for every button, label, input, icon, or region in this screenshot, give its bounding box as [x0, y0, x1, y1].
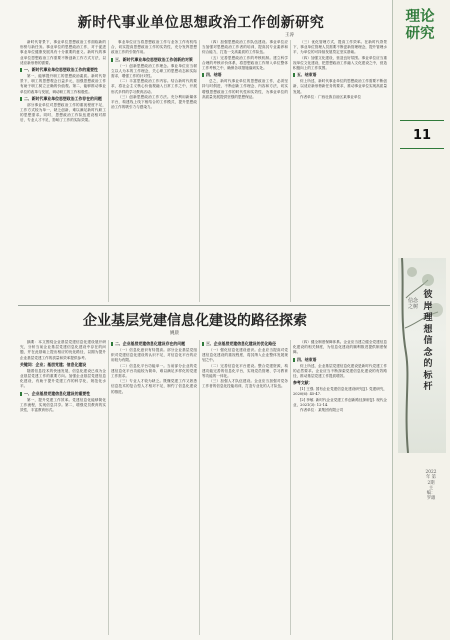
column-divider [199, 40, 200, 302]
sidebar-rule [400, 148, 444, 149]
page-number: 11 [412, 128, 432, 143]
sidebar-rule [400, 120, 444, 121]
column-divider [199, 340, 200, 635]
paragraph: 部分事业单位对思想政治工作的重视程度不足，工作方式较为单一，缺乏创新，难以满足新时代职工的思想需求。同时，思想政治工作队伍建设相对滞后，专业人才不足，影响了工作的实际效果。 [20, 102, 106, 123]
section-heading: 三、新时代事业单位思想政治工作创新的对策 [111, 57, 197, 63]
article1-title: 新时代事业单位思想政治工作创新研究 [77, 15, 325, 31]
paragraph: （二）完善信息化平台建设。整合党建资源，构建功能完善的信息化平台，实现党员管理、学习教育等功能的一体化。 [202, 363, 288, 379]
paragraph: 新时代背景下，事业单位思想政治工作面临新的形势与新任务。事业单位的思想政治工作，对于促进事业单位健康发展具有十分重要的意义。新时代的事业单位思想政治工作需要不断创新工作方式方法，以适应新形势的需要。 [20, 40, 106, 65]
paragraph: （四）加强思想政治工作队伍建设。事业单位应当加强对思想政治工作者的培训，提高其专业素养和综合能力，打造一支高素质的工作队伍。 [202, 40, 288, 55]
sidebar-motto: 彼岸理想信念的标杆 [423, 290, 433, 392]
paragraph: （二）信息化平台功能单一。当前部分企业的党建信息化平台功能较为简单，难以满足多样化的党建工作需求。 [111, 363, 197, 379]
column-divider [290, 340, 291, 635]
foliage [407, 267, 417, 277]
section-heading: 一、企业基层党建信息化建设的重要性 [20, 391, 106, 397]
paragraph: 事业单位应当将思想政治工作与业务工作有机结合，切实提高思想政治工作的实效性，充分发挥思想政治工作的引领作用。 [111, 40, 197, 55]
keywords: 关键词：企业；基层党建；信息化建设 [20, 361, 87, 367]
references-heading: 参考文献： [293, 380, 313, 386]
sidebar-divider [392, 0, 393, 640]
paragraph: （三）专业人才较为缺乏。既懂党建工作又熟悉信息技术的复合型人才相对不足，制约了信息化建设的推进。 [111, 379, 197, 394]
paragraph: （三）加强人才队伍建设。企业应当加强对党务工作者的信息化技能培训，打造专业化的人才队伍。 [202, 379, 288, 389]
author-affiliation: 作者单位：广西壮族自治区某事业单位 [300, 94, 362, 99]
paragraph: 总之，新时代事业单位的思想政治工作，必须坚持与时俱进，不断创新工作理念、内容和方法，切实增强思想政治工作的时代性和实效性，为事业单位的高质量发展提供坚强的思想保证。 [202, 79, 288, 99]
abstract: 摘要：本文围绕企业基层党建信息化建设展开研究，分析当前企业基层党建信息化建设中存在的问题，并在此基础上提出相应的优化路径，以期为提升企业基层党建工作的质量和效率提供参考。 [20, 340, 106, 360]
reference-item: [2] 李敏. 新时代企业党建工作创新路径探析[J]. 现代企业，2021(3): 12-14. [293, 397, 387, 407]
reference-item: [1] 王强. 国有企业党建信息化建设研究[J]. 党建研究，2020(6): 45-47. [293, 387, 387, 397]
paragraph: （三）优化管理方式，提高工作效率。在新时代背景下，事业单位管理人员需要不断更新管理理念，提升管理水平，为单位的可持续发展奠定坚实基础。 [293, 40, 387, 55]
tree-trunk [402, 258, 408, 453]
section-heading: 四、结束语 [293, 357, 387, 363]
section-heading: 二、企业基层党建信息化建设存在的问题 [111, 341, 197, 347]
paragraph: 综上所述，企业基层党建信息化建设是新时代党建工作的必然要求。企业应当不断探索党建信息化建设的有效路径，推动基层党建工作提质增效。 [293, 363, 387, 379]
article2-column-3 [202, 340, 288, 635]
foliage [422, 274, 434, 286]
paragraph: （四）加强文化建设，营造良好氛围。事业单位应当重视单位文化建设，把思想政治工作融入文化建设之中，营造积极向上的工作氛围。 [293, 55, 387, 71]
paragraph: （五）完善思想政治工作的考核机制。建立科学合理的考核评价体系，将思想政治工作纳入单位整体工作考核之中，确保各项措施落到实处。 [202, 55, 288, 71]
paragraph: （一）创新思想政治工作理念。事业单位应当树立以人为本的工作理念，关心职工的思想动态和实际需求，增强工作的针对性。 [111, 63, 197, 79]
paragraph: （四）健全制度保障体系。企业应当建立健全党建信息化建设的相关制度，为信息化建设的顺利推进提供制度保障。 [293, 340, 387, 355]
section-heading: 二、新时代事业单位思想政治工作存在的问题 [20, 96, 106, 102]
section-label: 理论研究 [405, 8, 435, 42]
article1-column-4 [293, 40, 387, 302]
article2-title: 企业基层党建信息化建设的路径探索 [83, 313, 307, 329]
column-divider [290, 40, 291, 302]
issue-info: 2022年 第2期 主编：罗雄 [425, 470, 437, 502]
paragraph: （一）强化信息化建设意识。企业应当提高对党建信息化建设的重视程度，将其纳入企业整体发展规划之中。 [202, 348, 288, 363]
article1-author: 王涛 [285, 33, 294, 38]
article2-author: 姚晨 [170, 331, 179, 336]
section-heading: 五、结束语 [293, 72, 387, 78]
column-divider [108, 340, 109, 635]
article-divider [18, 305, 390, 306]
article2-column-2 [111, 340, 197, 635]
paragraph: （二）丰富思想政治工作内容。结合新时代的要求，将社会主义核心价值观融入日常工作之中，开展形式多样的学习教育活动。 [111, 79, 197, 94]
article2-column-1 [20, 340, 106, 635]
paragraph: 随着信息技术的快速发展，信息化建设已成为企业基层党建工作的重要方向。加强企业基层党建信息化建设，有助于提升党建工作的科学化、规范化水平。 [20, 368, 106, 389]
article2-column-4 [293, 340, 387, 635]
paragraph: 综上所述，新时代事业单位的思想政治工作需要不断创新，以适应新形势新任务的要求，推动事业单位实现高质量发展。 [293, 79, 387, 94]
article1-column-1 [20, 40, 106, 302]
paragraph: 第一，能够提升职工的思想政治素质。新时代背景下，职工的思想观念日益多元，加强思想政治工作有助于职工树立正确的价值观。第二，能够推动事业单位的改革与发展，调动职工的工作积极性。 [20, 74, 106, 94]
sidebar-motto-sub: 信念之树 [408, 298, 419, 311]
paragraph: 第一，提升党建工作效率。党建信息化能够简化工作流程，实现信息共享。第二，增强党员教育的实效性，丰富教育形式。 [20, 397, 106, 413]
article1-column-2 [111, 40, 197, 302]
section-heading: 一、新时代事业单位思想政治工作的重要性 [20, 67, 106, 73]
section-heading: 三、企业基层党建信息化建设的优化路径 [202, 341, 288, 347]
paragraph: （三）创新思想政治工作方法。充分利用新媒体平台，构建线上线下相结合的工作模式，提升思想政治工作的吸引力与感染力。 [111, 94, 197, 110]
article1-column-3 [202, 40, 288, 302]
paragraph: （一）信息化意识有待提高。部分企业基层党组织对党建信息化建设的认识不足，对信息化平台的应用较为有限。 [111, 348, 197, 363]
column-divider [108, 40, 109, 302]
section-heading: 四、结语 [202, 72, 288, 78]
author-affiliation: 作者单位：某集团有限公司 [300, 408, 344, 413]
